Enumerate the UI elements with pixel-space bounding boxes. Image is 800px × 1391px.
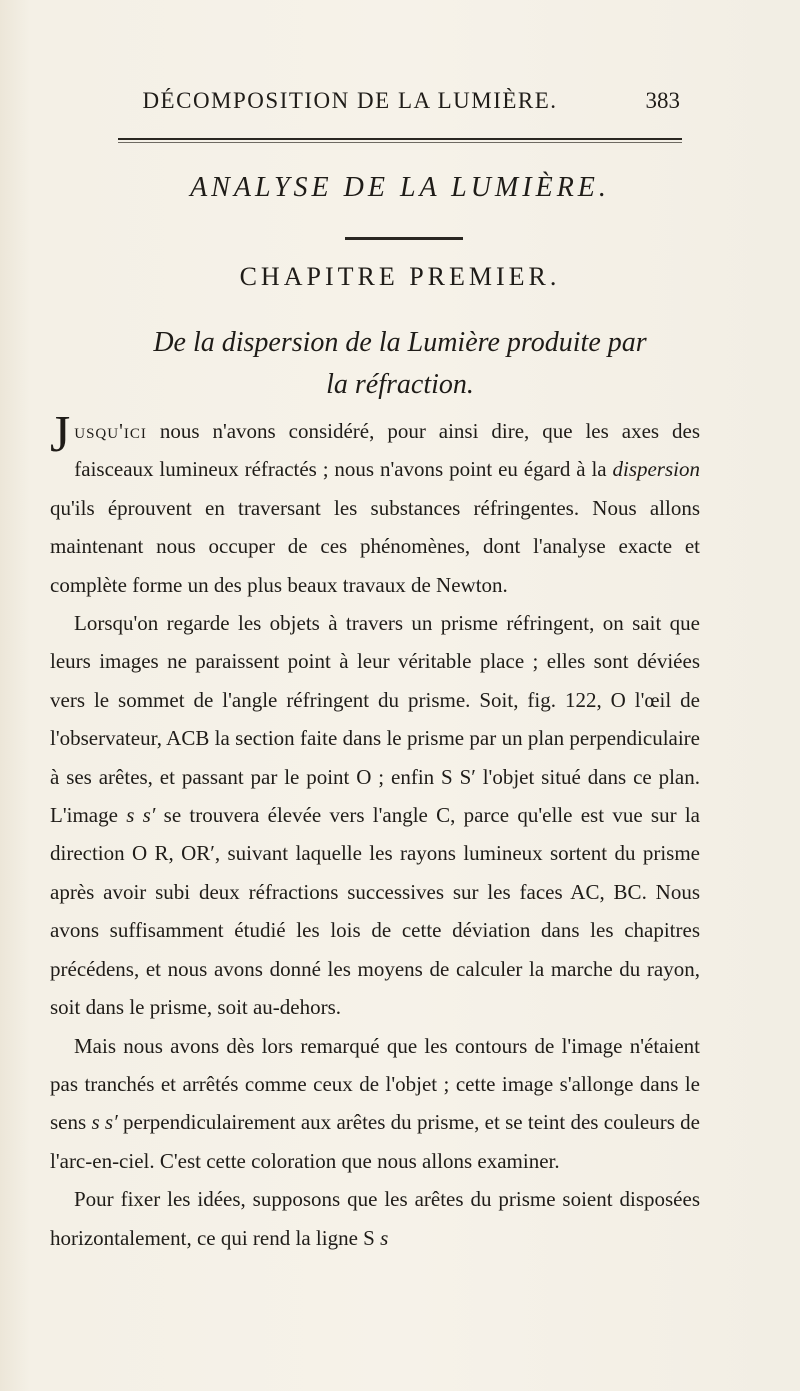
- paragraph-4: [50, 1180, 700, 1257]
- running-head: [120, 88, 680, 122]
- paragraph-2: [50, 604, 700, 1026]
- drop-cap: J: [50, 406, 71, 463]
- paragraph-text: se trouvera élevée vers l'angle C, parce qu'elle est vue sur la direction O R, OR′, suivant laquelle les rayons lumineux sortent du prisme après avoir subi deux réfractions successives sur les faces AC, BC. Nous avons suffisamment étudié les lois de cette déviation dans les chapitres précédens, et nous avons donné les moyens de calculer la marche du rayon, soit dans le prisme, soit au-dehors.: [50, 803, 700, 1020]
- paragraph-3: [50, 1027, 700, 1181]
- lead-in-smallcaps: usqu'ici: [74, 419, 147, 443]
- header-rule-thin: [118, 142, 682, 143]
- paragraph-text: Pour fixer les idées, supposons que les arêtes du prisme soient disposées horizontalement, ce qui rend la ligne S: [50, 1187, 700, 1250]
- emphasis: dispersion: [612, 457, 700, 482]
- subtitle-line-1: De la dispersion de la Lumière produite par: [153, 327, 647, 358]
- page-number: 383: [645, 88, 680, 113]
- paragraph-1: [50, 406, 700, 604]
- header-rule: [118, 138, 682, 140]
- paragraph-text: qu'ils éprouvent en traversant les substances réfringentes. Nous allons maintenant nous occuper de ces phénomènes, dont l'analyse exacte et complète forme un des plus beaux travaux de Newton.: [50, 495, 700, 597]
- paragraph-text: perpendiculairement aux arêtes du prisme, et se teint des couleurs de l'arc-en-ciel. C'est cette coloration que nous allons examiner.: [50, 1110, 700, 1173]
- running-head-title: DÉCOMPOSITION DE LA LUMIÈRE.: [142, 88, 558, 113]
- paragraph-text: Lorsqu'on regarde les objets à travers un prisme réfringent, on sait que leurs images ne paraissent point à leur véritable place ; elles sont déviées vers le sommet de l'angle réfringent du prisme. Soit, fig. 122, O l'œil de l'observateur, ACB la section faite dans le prisme par un plan perpendiculaire à ses arêtes, et passant par le point O ; enfin S S′ l'objet situé dans ce plan. L'image: [50, 611, 700, 828]
- paragraph-text: nous n'avons considéré, pour ainsi dire, que les axes des faisceaux lumineux réfractés ; nous n'avons point eu égard à la: [74, 419, 700, 482]
- emphasis: s s′: [126, 803, 156, 828]
- chapter-subtitle: [100, 322, 700, 406]
- part-title: ANALYSE DE LA LUMIÈRE.: [190, 172, 610, 203]
- body-text: [50, 406, 700, 1257]
- emphasis: s s′: [91, 1110, 118, 1135]
- title-divider: [345, 237, 463, 240]
- paragraph-text: Mais nous avons dès lors remarqué que les contours de l'image n'étaient pas tranchés et arrêtés comme ceux de l'objet ; cette image s'allonge dans le sens: [50, 1033, 700, 1135]
- chapter-title: CHAPITRE PREMIER.: [239, 262, 561, 291]
- emphasis: s: [380, 1225, 389, 1250]
- subtitle-line-2: la réfraction.: [326, 369, 474, 400]
